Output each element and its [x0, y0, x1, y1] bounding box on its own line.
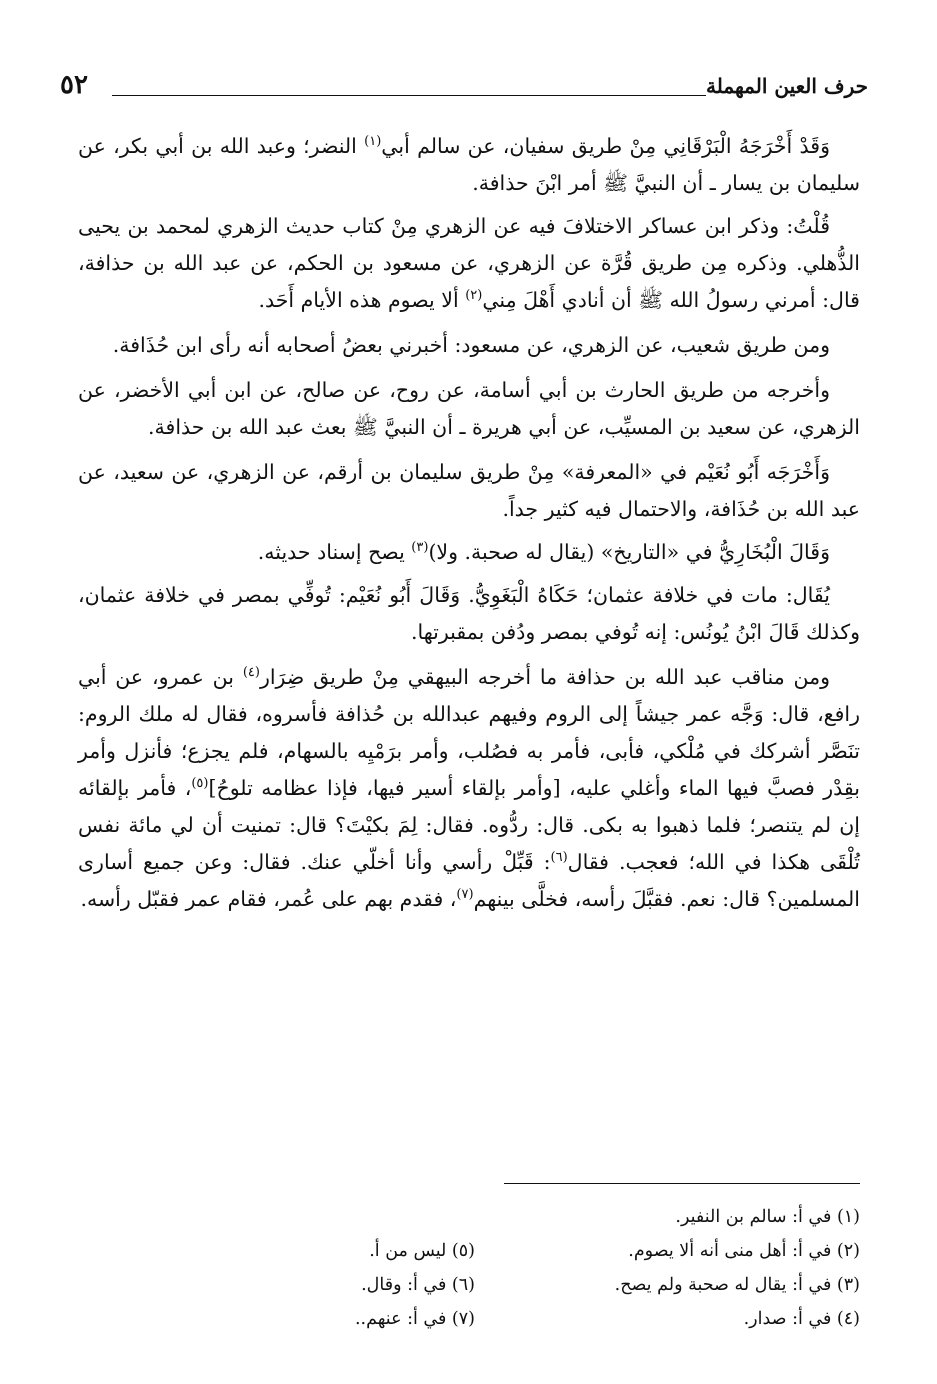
- footnote: (٢) في أ: أهل منى أنه ألا يصوم.: [628, 1241, 860, 1261]
- page-header: [60, 70, 868, 114]
- footnote-ref: (٣): [411, 540, 429, 556]
- footnote: (١) في أ: سالم بن النفير.: [675, 1207, 860, 1227]
- paragraph: وأخرجه من طريق الحارث بن أبي أسامة، عن روح، عن صالح، عن ابن أبي الأخضر، عن الزهري، عن سعيد بن المسيِّب، عن أبي هريرة ـ أن النبيَّ ﷺ بعث عبد الله بن حذافة.: [78, 378, 860, 439]
- section-title: حرف العين المهملة: [706, 74, 868, 98]
- paragraph: وَقَدْ أَخْرَجَهُ الْبَرْقَانِي مِنْ طريق سفيان، عن سالم أبي$^{(١)}$ النضر؛ وعبد الله بن أبي بكر، عن سليمان بن يسار ـ أن النبيَّ ﷺ أمر ابْنَ حذافة.: [78, 134, 860, 195]
- footnote: (٣) في أ: يقال له صحبة ولم يصح.: [614, 1275, 860, 1295]
- footnote-ref: (٢): [465, 288, 483, 304]
- footnote-ref: (٧): [456, 887, 474, 903]
- paragraph: وَأَخْرَجَه أَبُو نُعَيْم في «المعرفة» مِنْ طريق سليمان بن أرقم، عن الزهري، عن سعيد، عن عبد الله بن حُذَافة، والاحتمال فيه كثير جداً.: [78, 460, 860, 521]
- footnotes-left-column: [85, 1234, 475, 1336]
- footnote-ref: (٥): [191, 776, 209, 792]
- footnote-separator: [504, 1183, 860, 1184]
- footnote: (٧) في أ: عنهم..: [354, 1309, 475, 1329]
- footnote-ref: (١): [364, 134, 382, 150]
- paragraph: قُلْتُ: وذكر ابن عساكر الاختلافَ فيه عن الزهري مِنْ كتاب حديث الزهري لمحمد بن يحيى الذُّهلي. وذكره مِن طريق قُرَّة عن الزهري، عن مسعود بن الحكم، عن عبد الله بن حذافة، قال: أمرني رسولُ الله ﷺ أن أنادي أَهْلَ مِني$^{(٢)}$ ألا يصوم هذه الأيام أَحَد.: [78, 214, 860, 312]
- footnote: (٤) في أ: صدار.: [743, 1309, 860, 1329]
- paragraph: يُقَال: مات في خلافة عثمان؛ حَكَاهُ الْبَغَوِيُّ. وَقَالَ أَبُو نُعَيْم: تُوفِّي بمصر في خلافة عثمان، وكذلك قَالَ ابْنُ يُونُس: إنه تُوفي بمصر ودُفن بمقبرتها.: [78, 583, 860, 644]
- page-number: ٥٢: [60, 70, 88, 100]
- footnotes: [60, 1200, 860, 1350]
- footnote: (٦) في أ: وقال.: [361, 1275, 475, 1295]
- paragraph: وَقَالَ الْبُخَارِيُّ في «التاريخ» (يقال له صحبة. ولا)$^{(٣)}$ يصح إسناد حديثه.: [257, 540, 830, 564]
- paragraph: ومن طريق شعيب، عن الزهري، عن مسعود: أخبرني بعضُ أصحابه أنه رأى ابن حُذَافة.: [112, 333, 830, 357]
- footnote: (٥) ليس من أ.: [369, 1241, 475, 1261]
- paragraph: ومن مناقب عبد الله بن حذافة ما أخرجه البيهقي مِنْ طريق ضِرَار$^{(٤)}$ بن عمرو، عن أبي رافع، قال: وَجَّه عمر جيشاً إلى الروم وفيهم عبدالله بن حُذافة فأسروه، فقال له ملك الروم: تنَصَّر أشركك في مُلْكي، فأبى، فأمر به فصُلب، وأمر برَمْيِه بالسهام، فلم يجزع؛ فأنزل وأمر بقِدْر فصبَّ فيها الماء وأغلي عليه، [وأمر بإلقاء أسير فيها، فإذا عظامه تلوحُ]$^{(٥)}$، فأمر بإلقائه إن لم يتنصر؛ فلما ذهبوا به بكى. قال: ردُّوه. فقال: لِمَ بكيْتَ؟ قال: تمنيت أن لي مائة نفس تُلْقَى هكذا في الله؛ فعجب. فقال$^{(٦)}$: قَبِّلْ رأسي وأنا أخلّي عنك. فقال: وعن جميع أسارى المسلمين؟ قال: نعم. فقبَّلَ رأسه، فخلَّى بينهم$^{(٧)}$، فقدم بهم على عُمر، فقام عمر فقبّل رأسه.: [78, 665, 860, 911]
- footnote-ref: (٤): [242, 665, 260, 681]
- main-text: [78, 128, 860, 926]
- header-rule: [112, 95, 706, 96]
- footnotes-right-column: [480, 1200, 860, 1336]
- footnote-ref: (٦): [550, 850, 568, 866]
